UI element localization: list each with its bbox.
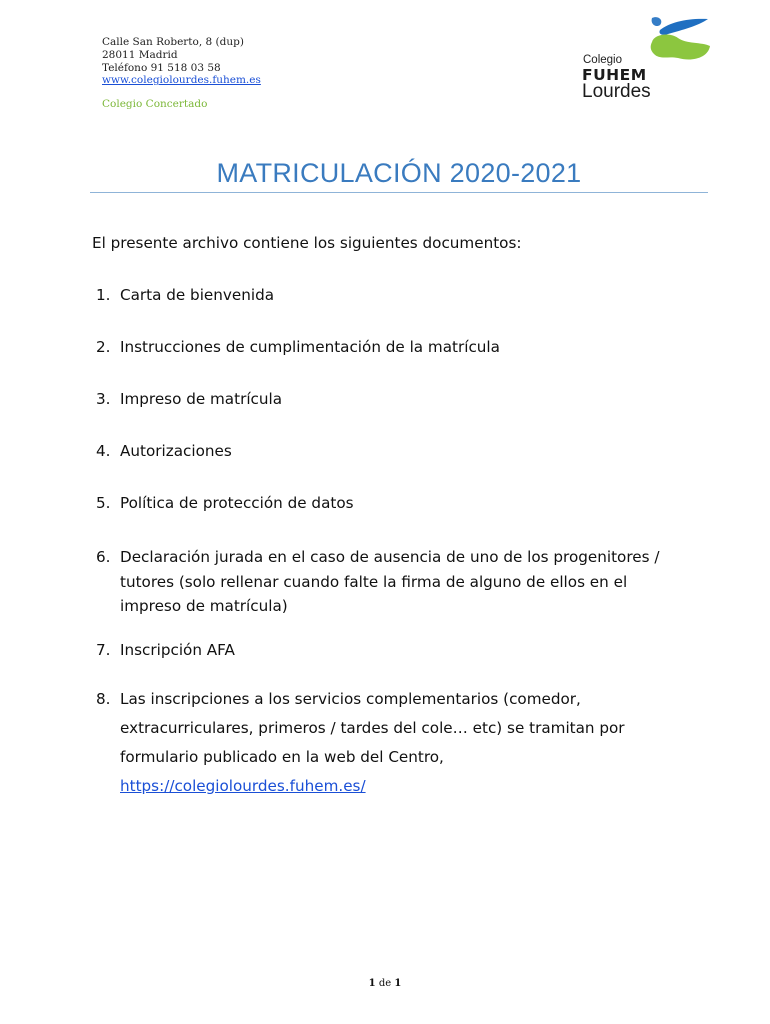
page-of-label: de bbox=[378, 978, 392, 989]
logo-colegio-text: Colegio bbox=[583, 54, 622, 66]
list-item-line: Impreso de matrícula bbox=[120, 390, 283, 408]
list-item-line: Política de protección de datos bbox=[120, 494, 354, 512]
website-link[interactable]: www.colegiolourdes.fuhem.es bbox=[102, 74, 261, 87]
school-address-block bbox=[102, 36, 261, 111]
list-item-number: 8. bbox=[96, 690, 111, 708]
list-item-number: 1. bbox=[96, 286, 111, 304]
list-item-text bbox=[120, 338, 500, 356]
logo-lourdes-text: Lourdes bbox=[582, 81, 651, 102]
list-item-text bbox=[120, 442, 232, 460]
list-item-line: extracurriculares, primeros / tardes del cole… etc) se tramitan por bbox=[120, 719, 625, 737]
list-item-line: Declaración jurada en el caso de ausencia de uno de los progenitores / bbox=[120, 548, 660, 566]
list-item-text bbox=[120, 494, 354, 512]
list-item-line: formulario publicado en la web del Centro, bbox=[120, 748, 444, 766]
title-divider bbox=[90, 192, 708, 193]
school-url-link[interactable]: https://colegiolourdes.fuhem.es/ bbox=[120, 777, 366, 795]
list-item-line: Las inscripciones a los servicios complementarios (comedor, bbox=[120, 690, 581, 708]
list-item-line: tutores (solo rellenar cuando falte la firma de alguno de ellos en el bbox=[120, 572, 628, 591]
address-street: Calle San Roberto, 8 (dup) bbox=[102, 36, 244, 48]
list-item-number: 2. bbox=[96, 338, 111, 356]
page-title: MATRICULACIÓN 2020-2021 bbox=[216, 158, 582, 188]
list-item-text bbox=[120, 545, 659, 619]
list-item-number: 7. bbox=[96, 641, 111, 659]
list-item-text bbox=[120, 286, 274, 304]
list-item-line: Carta de bienvenida bbox=[120, 286, 275, 304]
list-item-number: 5. bbox=[96, 494, 111, 512]
page-number bbox=[0, 978, 770, 989]
intro-text: El presente archivo contiene los siguientes documentos: bbox=[92, 234, 522, 252]
list-item-line: Instrucciones de cumplimentación de la matrícula bbox=[120, 338, 500, 356]
school-type-label: Colegio Concertado bbox=[102, 98, 208, 111]
address-city: 28011 Madrid bbox=[102, 48, 178, 61]
list-item-text bbox=[120, 685, 625, 801]
list-item-line: Autorizaciones bbox=[120, 442, 232, 460]
logo-fuhem-text: FUHEM bbox=[582, 66, 647, 84]
fuhem-lourdes-logo bbox=[580, 16, 720, 106]
list-item-number: 6. bbox=[96, 548, 111, 566]
page-current: 1 bbox=[368, 978, 376, 989]
list-item-number: 4. bbox=[96, 442, 111, 460]
list-item-text bbox=[120, 641, 235, 659]
list-item-number: 3. bbox=[96, 390, 111, 408]
page-total: 1 bbox=[394, 978, 402, 989]
list-item-line: impreso de matrícula) bbox=[120, 597, 288, 615]
logo-mark-icon bbox=[648, 16, 712, 64]
list-item-line: Inscripción AFA bbox=[120, 641, 235, 659]
address-phone: Teléfono 91 518 03 58 bbox=[102, 61, 221, 74]
list-item-text bbox=[120, 390, 282, 408]
